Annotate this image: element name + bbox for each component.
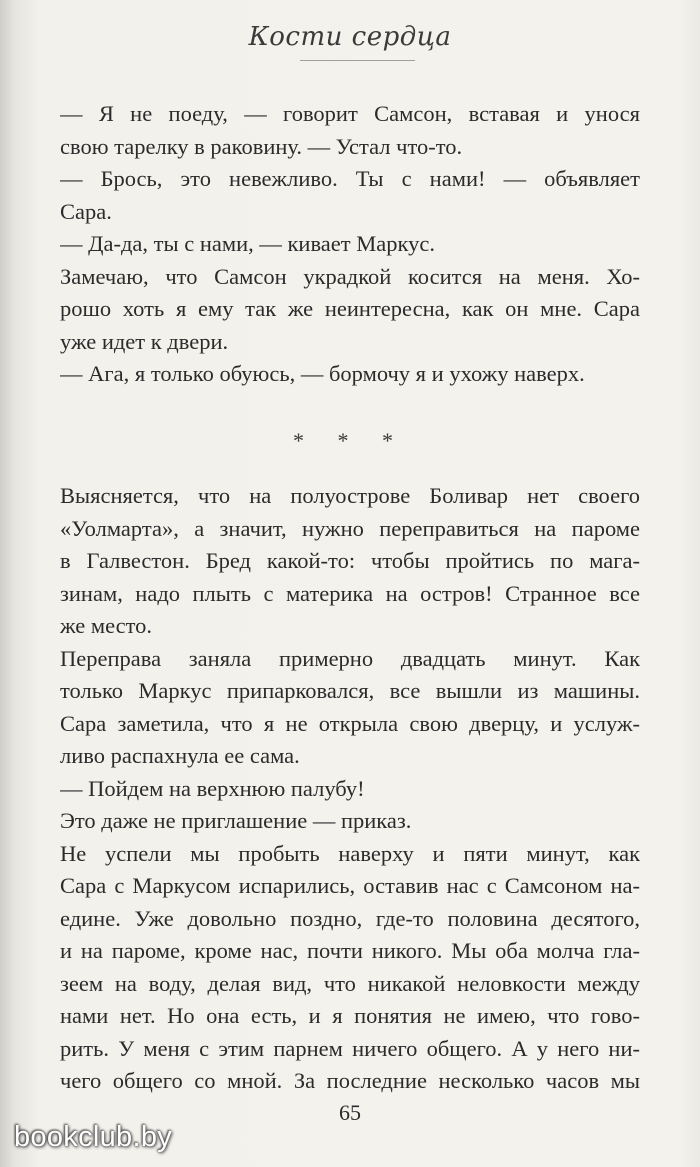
text-line: только Маркус припарковался, все вышли из машины. bbox=[60, 678, 640, 703]
text-line: зинам, надо плыть с материка на остров! Странное все bbox=[60, 580, 640, 606]
text-line: в Галвестон. Бред какой-то: чтобы пройтись по мага- bbox=[60, 548, 640, 573]
text-line: — Пойдем на верхнюю палубу! bbox=[60, 775, 365, 801]
text-line: нами нет. Но она есть, и я понятия не имею, что гово- bbox=[60, 1003, 640, 1028]
text-line: же место. bbox=[60, 613, 153, 638]
text-line: — Да-да, ты с нами, — кивает Маркус. bbox=[60, 231, 435, 256]
text-line: Замечаю, что Самсон украдкой косится на меня. Хо- bbox=[60, 263, 640, 289]
text-line: чего общего со мной. За последние несколько часов мы bbox=[60, 1068, 640, 1093]
text-line: едине. Уже довольно поздно, где-то половина десятого, bbox=[60, 905, 640, 931]
running-header-title: Кости сердца bbox=[248, 22, 452, 52]
text-section-1 bbox=[60, 98, 640, 391]
text-line: Выясняется, что на полуострове Боливар нет своего bbox=[60, 483, 640, 508]
text-line: Переправа заняла примерно двадцать минут. Как bbox=[60, 645, 640, 671]
text-line: — Брось, это невежливо. Ты с нами! — объявляет bbox=[60, 166, 640, 191]
text-line: — Я не поеду, — говорит Самсон, вставая и унося bbox=[60, 101, 640, 126]
text-line: уже идет к двери. bbox=[60, 328, 229, 354]
text-line: Не успели мы пробыть наверху и пяти минут, как bbox=[60, 840, 640, 866]
text-line: «Уолмарта», а значит, нужно переправиться на пароме bbox=[60, 515, 640, 541]
text-line: Сара заметила, что я не открыла свою дверцу, и услуж- bbox=[60, 710, 640, 736]
text-line: Сара. bbox=[60, 198, 112, 224]
page-number: 65 bbox=[339, 1100, 361, 1125]
text-line: рить. У меня с этим парнем ничего общего. А у него ни- bbox=[60, 1035, 640, 1061]
text-line: рошо хоть я ему так же неинтересна, как он мне. Сара bbox=[60, 296, 640, 321]
header-underline bbox=[300, 60, 415, 61]
text-section-2 bbox=[60, 480, 640, 1098]
text-line: — Ага, я только обуюсь, — бормочу я и ухожу наверх. bbox=[60, 361, 585, 386]
text-line: ливо распахнула ее сама. bbox=[60, 743, 300, 768]
watermark-logo: bookclub.by bbox=[14, 1121, 173, 1153]
text-line: и на пароме, кроме нас, почти никого. Мы оба молча гла- bbox=[60, 938, 640, 963]
text-line: свою тарелку в раковину. — Устал что-то. bbox=[60, 133, 463, 159]
section-separator: * * * bbox=[293, 428, 407, 453]
text-line: зеем на воду, делая вид, что никакой неловкости между bbox=[60, 970, 640, 996]
text-line: Сара с Маркусом испарились, оставив нас с Самсоном на- bbox=[60, 873, 640, 898]
text-line: Это даже не приглашение — приказ. bbox=[60, 808, 412, 833]
